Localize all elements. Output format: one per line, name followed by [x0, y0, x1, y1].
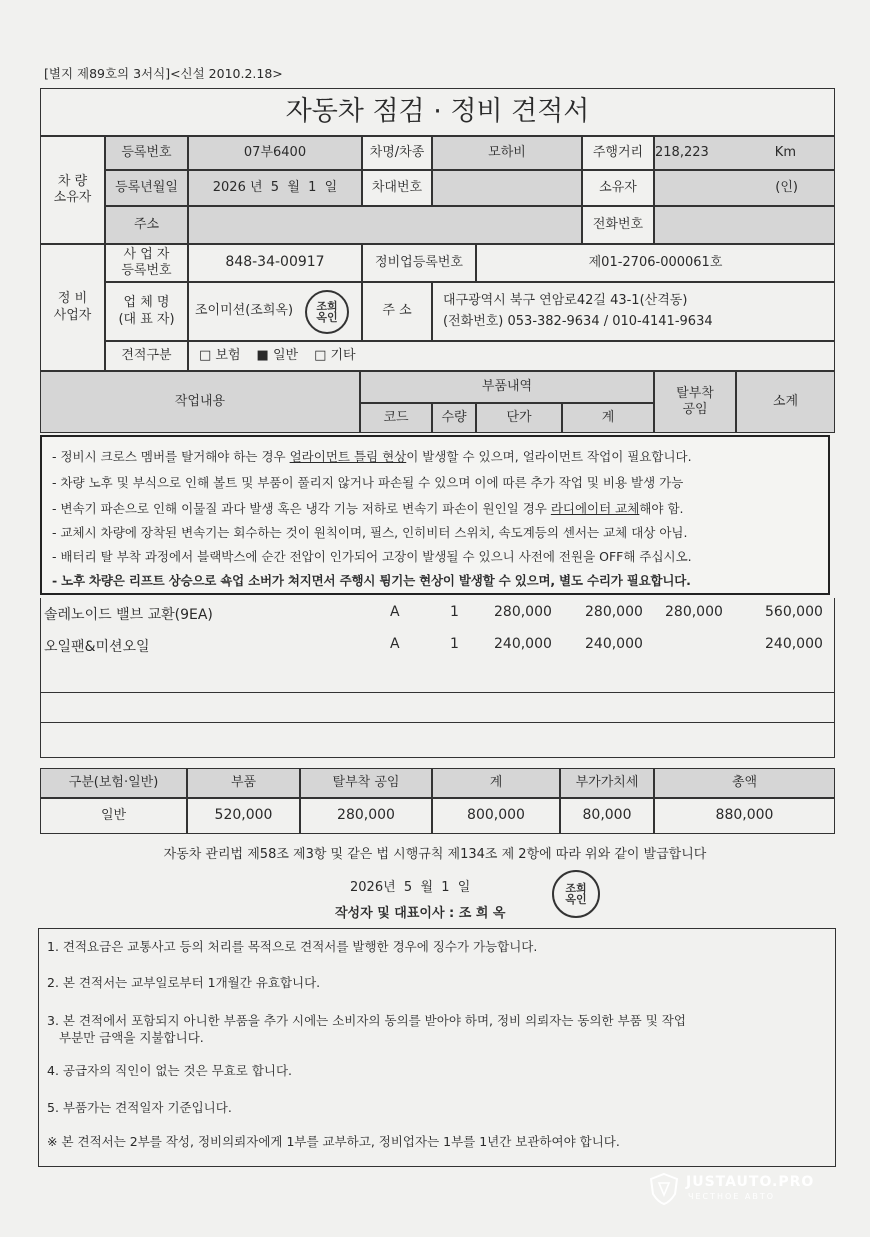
watermark-tagline: ЧЕСТНОЕ АВТО	[688, 1192, 776, 1201]
phone-value	[654, 206, 835, 244]
summary-parts: 520,000	[187, 798, 300, 834]
notice-line-6: - 노후 차량은 리프트 상승으로 쇽업 소버가 쳐지면서 주행시 튕기는 현상이 발생할 수 있으며, 별도 수리가 필요합니다.	[52, 573, 691, 588]
mileage-unit: Km	[774, 144, 796, 160]
address-label: 주소	[105, 206, 188, 244]
term-5: 5. 부품가는 견적일자 기준입니다.	[47, 1100, 232, 1115]
vin-value	[432, 170, 582, 206]
item-total: 280,000	[585, 604, 643, 620]
biz-no-value: 848-34-00917	[188, 244, 362, 282]
mileage-value: 218,223	[655, 144, 709, 160]
item-unit-price: 280,000	[494, 604, 552, 620]
item-work: 솔레노이드 밸브 교환(9EA)	[44, 607, 213, 623]
model-value: 모하비	[432, 136, 582, 170]
company-label: 업 체 명 (대 표 자)	[105, 282, 188, 341]
business-address: 대구광역시 북구 연암로42길 43-1(산격동)	[443, 293, 688, 309]
item-subtotal: 560,000	[765, 604, 823, 620]
summary-grand-total: 880,000	[654, 798, 835, 834]
model-label: 차명/차종	[362, 136, 432, 170]
unit-price-header: 단가	[476, 403, 562, 433]
item-subtotal: 240,000	[765, 636, 823, 652]
quote-type-label: 견적구분	[105, 341, 188, 371]
quote-type-other[interactable]: □ 기타	[314, 347, 356, 363]
business-address-label: 주 소	[362, 282, 432, 341]
quote-type-options	[188, 341, 835, 371]
author-seal: 조희 옥인	[552, 870, 600, 918]
term-3-cont: 부분만 금액을 지불합니다.	[59, 1030, 204, 1045]
business-section-label: 정 비 사업자	[40, 244, 105, 371]
item-code: A	[390, 636, 400, 652]
notice-line-4: - 교체시 차량에 장착된 변속기는 회수하는 것이 원칙이며, 필스, 인히비터 스위치, 속도계등의 센서는 교체 대상 아님.	[52, 525, 688, 540]
notice-line-1: - 정비시 크로스 멤버를 탈거해야 하는 경우 얼라이먼트 틀림 현상이 발생할 수 있으며, 얼라이먼트 작업이 필요합니다.	[52, 449, 692, 464]
term-note: ※ 본 견적서는 2부를 작성, 정비의뢰자에게 1부를 교부하고, 정비업자는 1부를 1년간 보관하여야 합니다.	[47, 1134, 620, 1149]
repair-reg-label: 정비업등록번호	[362, 244, 476, 282]
business-phone: (전화번호) 053-382-9634 / 010-4141-9634	[443, 313, 713, 329]
summary-vat: 80,000	[560, 798, 654, 834]
business-address-cell	[432, 282, 835, 341]
item-qty: 1	[450, 636, 459, 652]
notice-line-2: - 차량 노후 및 부식으로 인해 볼트 및 부품이 풀리지 않거나 파손될 수 있으며 이에 따른 추가 작업 및 비용 발생 가능	[52, 475, 684, 490]
watermark	[648, 1172, 838, 1208]
table-row	[0, 604, 870, 624]
issue-date: 2026년 5 월 1 일	[350, 880, 471, 895]
summary-type: 일반	[40, 798, 187, 834]
parts-total-header: 계	[562, 403, 654, 433]
mileage-value-cell	[654, 136, 835, 170]
terms-box	[38, 928, 836, 1167]
row-divider	[41, 722, 834, 723]
summary-header-parts: 부품	[187, 768, 300, 798]
term-1: 1. 견적요금은 교통사고 등의 처리를 목적으로 견적서를 발행한 경우에 징수가 가능합니다.	[47, 939, 538, 954]
company-seal: 조희 옥인	[305, 290, 349, 334]
legal-statement: 자동차 관리법 제58조 제3항 및 같은 법 시행규칙 제134조 제 2항에 따라 위와 같이 발급합니다	[163, 847, 707, 862]
owner-label: 소유자	[582, 170, 654, 206]
mileage-label: 주행거리	[582, 136, 654, 170]
document-title: 자동차 점검 · 정비 견적서	[40, 88, 835, 136]
quote-type-insurance[interactable]: □ 보험	[199, 347, 241, 363]
item-labor: 280,000	[665, 604, 723, 620]
table-row	[0, 636, 870, 656]
labor-header: 탈부착 공임	[654, 371, 736, 433]
term-2: 2. 본 견적서는 교부일로부터 1개월간 유효합니다.	[47, 975, 321, 990]
summary-header-type: 구분(보험·일반)	[40, 768, 187, 798]
item-total: 240,000	[585, 636, 643, 652]
author: 작성자 및 대표이사 : 조 희 옥	[335, 906, 506, 921]
item-unit-price: 240,000	[494, 636, 552, 652]
summary-header-labor: 탈부착 공임	[300, 768, 432, 798]
row-divider	[41, 692, 834, 693]
summary-header-grand-total: 총액	[654, 768, 835, 798]
address-value	[188, 206, 582, 244]
owner-sign: (인)	[654, 170, 835, 206]
vehicle-owner-section-label: 차 량 소유자	[40, 136, 105, 244]
parts-header: 부품내역	[360, 371, 654, 403]
subtotal-header: 소계	[736, 371, 835, 433]
phone-label: 전화번호	[582, 206, 654, 244]
reg-no-label: 등록번호	[105, 136, 188, 170]
company-value: 조이미션(조희옥)	[195, 303, 294, 319]
quote-type-general[interactable]: ■ 일반	[256, 347, 299, 363]
summary-header-vat: 부가가치세	[560, 768, 654, 798]
term-3: 3. 본 견적에서 포함되지 아니한 부품을 추가 시에는 소비자의 동의를 받아야 하며, 정비 의뢰자는 동의한 부품 및 작업	[47, 1013, 686, 1028]
reg-date-label: 등록년월일	[105, 170, 188, 206]
item-work: 오일팬&미션오일	[44, 639, 150, 655]
work-content-header: 작업내용	[40, 371, 360, 433]
biz-no-label: 사 업 자 등록번호	[105, 244, 188, 282]
item-qty: 1	[450, 604, 459, 620]
summary-total: 800,000	[432, 798, 560, 834]
reg-date-value: 2026 년 5 월 1 일	[188, 170, 362, 206]
notice-line-5: - 배터리 탈 부착 과정에서 블랙박스에 순간 전압이 인가되어 고장이 발생될 수 있으니 사전에 전원을 OFF해 주십시오.	[52, 549, 692, 564]
repair-reg-value: 제01-2706-000061호	[476, 244, 835, 282]
watermark-brand: JUSTAUTO.PRO	[686, 1174, 815, 1190]
form-reference: [별지 제89호의 3서식]<신설 2010.2.18>	[44, 66, 283, 81]
term-4: 4. 공급자의 직인이 없는 것은 무효로 합니다.	[47, 1063, 293, 1078]
shield-icon	[648, 1172, 680, 1206]
item-code: A	[390, 604, 400, 620]
vin-label: 차대번호	[362, 170, 432, 206]
reg-no-value: 07부6400	[188, 136, 362, 170]
qty-header: 수량	[432, 403, 476, 433]
summary-labor: 280,000	[300, 798, 432, 834]
notice-box	[40, 435, 830, 595]
notice-line-3: - 변속기 파손으로 인해 이물질 과다 발생 혹은 냉각 기능 저하로 변속기 파손이 원인일 경우 라디에이터 교체해야 함.	[52, 501, 684, 516]
code-header: 코드	[360, 403, 432, 433]
summary-header-total: 계	[432, 768, 560, 798]
